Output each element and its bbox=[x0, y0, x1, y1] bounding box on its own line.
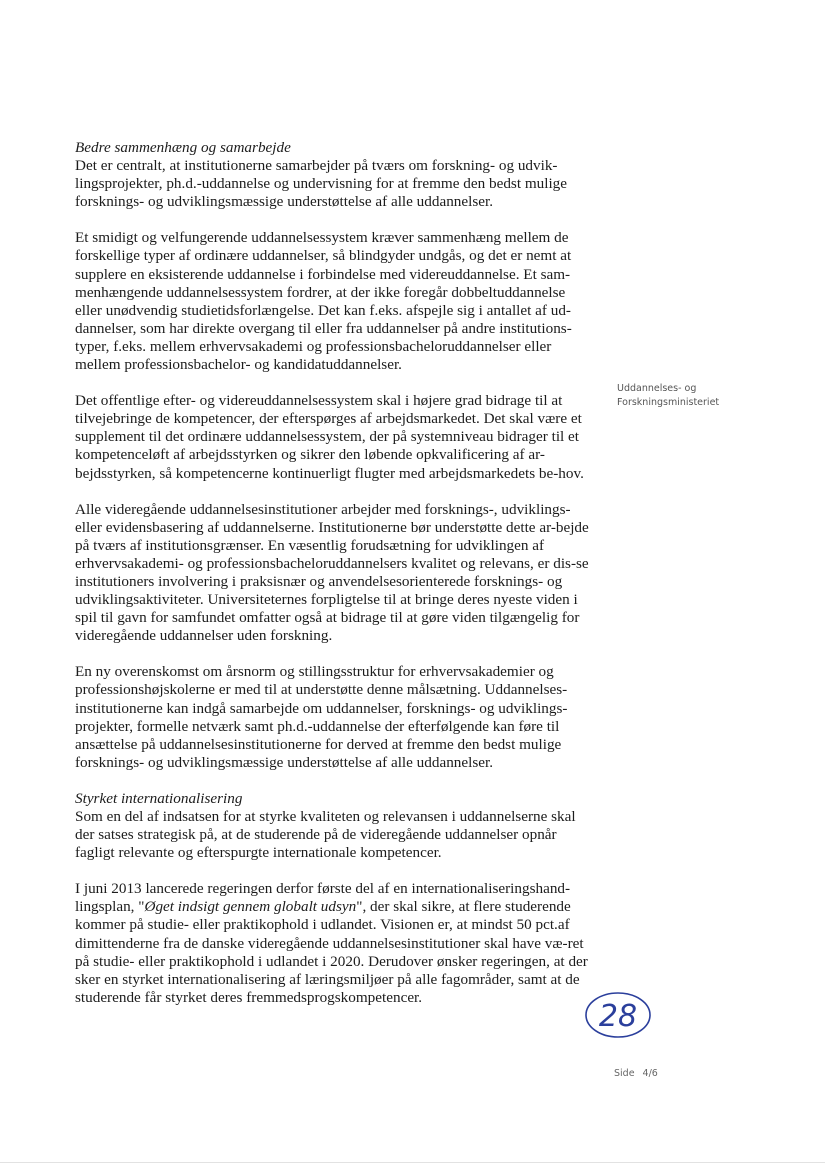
scan-edge-line bbox=[0, 1162, 825, 1163]
paragraph: Et smidigt og velfungerende uddannelsessystem kræver sammenhæng mellem de forskellige typer af ordinære uddannelser, så blindgyder undgås, og det er nemt at supplere en eksisterende uddannelse i forbindelse med videreuddannelse. Et sam-menhængende uddannelsessystem fordrer, at der ikke foregår dobbeltuddannelse eller unødvendig studietidsforlængelse. Det kan f.eks. afspejle sig i antallet af ud-dannelser, som har direkte overgang til eller fra uddannelser på andre institutions-typer, f.eks. mellem erhvervsakademi og professionsbacheloruddannelser eller mellem professionsbachelor- og kandidatuddannelser. bbox=[75, 229, 572, 374]
ministry-name-line: Forskningsministeriet bbox=[617, 397, 720, 408]
section-heading-cooperation: Bedre sammenhæng og samarbejde bbox=[75, 139, 291, 156]
paragraph: Det offentlige efter- og videreuddannelsessystem skal i højere grad bidrage til at tilvejebringe de kompetencer, der efterspørges af arbejdsmarkedet. Det skal være et supplement til det ordinære uddannelsessystem, der på systemniveau bidrager til et kompetenceløft af arbejdsstyrken og sikrer den løbende opkvalificering af ar-bejdsstyrken, så kompetencerne kontinuerligt flugter med arbejdsmarkedets be-hov. bbox=[75, 392, 584, 482]
section-heading-internationalisation: Styrket internationalisering bbox=[75, 789, 243, 807]
ministry-name-line: Uddannelses- og bbox=[617, 383, 697, 394]
page-footer bbox=[614, 1068, 658, 1079]
text-run: I juni 2013 lancerede regeringen derfor første del af en internationaliseringshand-lingsplan, " bbox=[75, 880, 571, 916]
paragraph-action-plan bbox=[75, 880, 590, 1007]
paragraph: En ny overenskomst om årsnorm og stillingsstruktur for erhvervsakademier og professionshøjskolerne er med til at understøtte denne målsætning. Uddannelses-institutionerne kan indgå samarbejde om uddannelser, forsknings- og udviklings-projekter, formelle netværk samt ph.d.-uddannelse der efterfølgende kan føre til ansættelse på uddannelsesinstitutionerne for derved at fremme den bedst mulige forsknings- og udviklingsmæssige understøttelse af alle uddannelser. bbox=[75, 663, 568, 771]
stamp-number: 28 bbox=[598, 999, 638, 1034]
plan-title: Øget indsigt gennem globalt udsyn bbox=[144, 898, 357, 916]
footer-label: Side bbox=[614, 1068, 635, 1079]
paragraph: Det er centralt, at institutionerne samarbejder på tværs om forskning- og udvik-lingsprojekter, ph.d.-uddannelse og undervisning for at fremme den bedst mulige forsknings- og udviklingsmæssige understøttelse af alle uddannelser. bbox=[75, 157, 568, 211]
page-number: 4/6 bbox=[642, 1068, 658, 1079]
body-text bbox=[75, 139, 590, 1025]
paragraph: Alle videregående uddannelsesinstitutioner arbejder med forsknings-, udviklings- eller evidensbasering af uddannelserne. Institutionerne bør understøtte dette ar-bejde på tværs af institutionsgrænser. En væsentlig forudsætning for udviklingen af erhvervsakademi- og professionsbacheloruddannelsers kvalitet og relevans, er dis-se institutioners involvering i praksisnær og anvendelsesorienterede forsknings- og udviklingsaktiviteter. Universiteternes forpligtelse til at bringe deres nyeste viden i spil til gavn for samfundet omfatter også at bidrage til at gøre viden tilgængelig for videregående uddannelser uden forskning. bbox=[75, 500, 589, 645]
text-run: ", der skal sikre, at flere studerende kommer på studie- eller praktikophold i udlandet. Visionen er, at mindst 50 pct.af dimittenderne fra de danske videregående uddannelsesinstitutioner skal have væ-ret på studie- eller praktikophold i udlandet i 2020. Derudover ønsker regeringen, at der sker en styrket internationalisering af læringsmiljøer på alle fagområder, samt at de studerende får styrket deres fremmedsprogskompetencer. bbox=[75, 898, 588, 1006]
handwritten-page-number-stamp bbox=[582, 989, 654, 1041]
paragraph: Som en del af indsatsen for at styrke kvaliteten og relevansen i uddannelserne skal der satses strategisk på, at de studerende på de videregående uddannelser opnår fagligt relevante og efterspurgte internationale kompetencer. bbox=[75, 808, 576, 862]
ministry-name bbox=[617, 382, 767, 410]
